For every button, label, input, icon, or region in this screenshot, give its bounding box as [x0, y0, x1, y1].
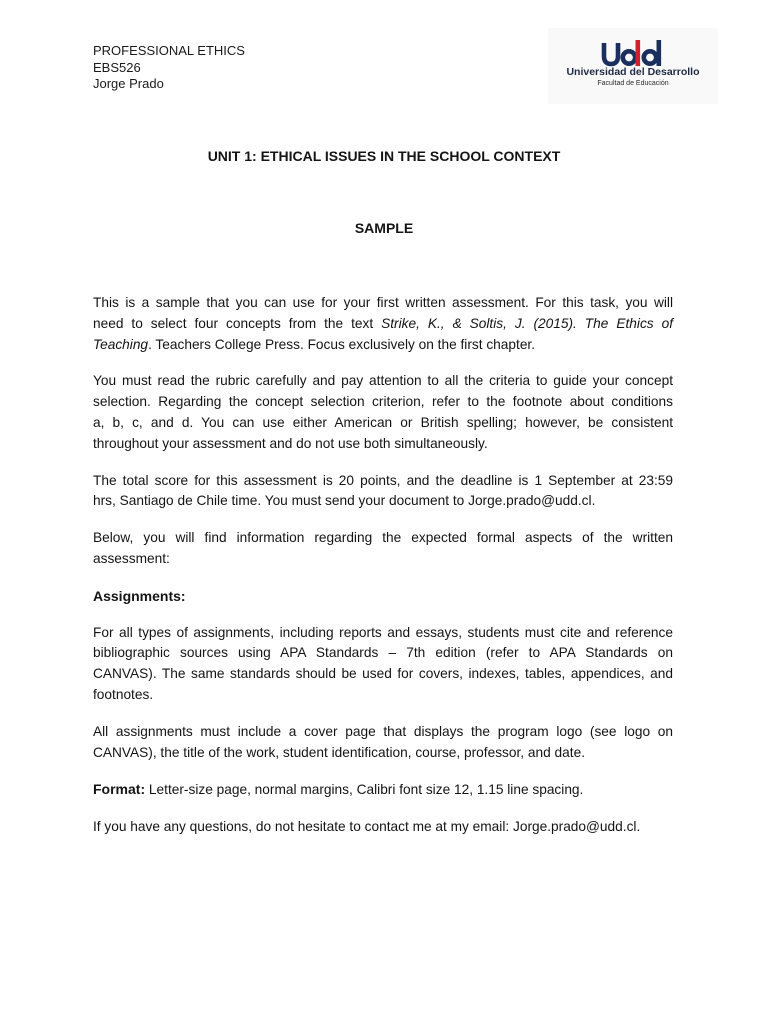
course-name: PROFESSIONAL ETHICS [93, 43, 245, 58]
instructor-name: Jorge Prado [93, 76, 164, 91]
document-title: UNIT 1: ETHICAL ISSUES IN THE SCHOOL CONTEXT [207, 148, 561, 164]
university-logo [548, 28, 718, 104]
text-run: This is a sample that you can use for your first written assessment. For this task, you will [93, 295, 673, 310]
text-run: throughout your assessment and do not use both simultaneously. [93, 435, 488, 451]
text-run: . Teachers College Press. Focus exclusively on the first chapter. [148, 336, 536, 352]
text-run: hrs, Santiago de Chile time. You must send your document to Jorge.prado@udd.cl. [93, 493, 596, 509]
text-line [93, 392, 673, 413]
score-paragraph [93, 471, 673, 513]
text-line [93, 643, 673, 664]
text-run: bibliographic sources using APA Standards – 7th edition (refer to APA Standards on [93, 645, 673, 661]
text-line [93, 817, 673, 838]
contact-paragraph [93, 817, 673, 838]
assignments-heading: Assignments: [93, 587, 186, 604]
text-line [93, 491, 673, 512]
text-run: Letter-size page, normal margins, Calibri font size 12, 1.15 line spacing. [145, 782, 584, 798]
text-run: a, b, c, and d. You can use either American or British spelling; however, be consistent [93, 414, 673, 430]
text-line [93, 549, 673, 570]
rubric-paragraph [93, 371, 673, 454]
text-line [93, 293, 673, 314]
bold-text-run: Format: [93, 781, 146, 798]
text-run: The total score for this assessment is 20 points, and the deadline is 1 September at 23:59 [93, 472, 673, 488]
text-run: CANVAS), the title of the work, student identification, course, professor, and date. [93, 744, 585, 760]
text-line [93, 371, 673, 392]
italic-text-run: Strike, K., & Soltis, J. (2015). The Ethics of [381, 315, 673, 331]
text-run: assessment: [93, 550, 170, 566]
text-line [93, 528, 673, 549]
text-line [93, 664, 673, 685]
text-run: For all types of assignments, including reports and essays, students must cite and reference [93, 624, 673, 640]
text-run: selection. Regarding the concept selection criterion, refer to the footnote about conditions [93, 394, 673, 410]
document-header [93, 43, 245, 93]
text-run: CANVAS). The same standards should be used for covers, indexes, tables, appendices, and [93, 666, 673, 682]
text-line [93, 413, 673, 434]
text-line [93, 314, 673, 335]
citation-paragraph [93, 623, 673, 706]
institution-name: Universidad del Desarrollo [566, 66, 700, 78]
document-subtitle: SAMPLE [354, 220, 414, 236]
text-line [93, 335, 673, 356]
intro-paragraph [93, 293, 673, 355]
text-run: If you have any questions, do not hesitate to contact me at my email: Jorge.prado@udd.cl. [93, 819, 641, 835]
text-run: All assignments must include a cover page that displays the program logo (see logo on [93, 723, 673, 739]
text-run: need to select four concepts from the text [93, 315, 382, 331]
text-line [93, 779, 673, 801]
text-line [93, 743, 673, 764]
text-run: You must read the rubric carefully and pay attention to all the criteria to guide your concept [93, 373, 673, 389]
italic-text-run: Teaching [93, 336, 149, 352]
text-line [93, 623, 673, 644]
text-run: footnotes. [93, 686, 154, 702]
format-paragraph [93, 779, 673, 801]
course-code: EBS526 [93, 59, 141, 75]
udd-logo-mark [600, 40, 664, 68]
text-run: Below, you will find information regarding the expected formal aspects of the written [93, 530, 673, 546]
text-line [93, 722, 673, 743]
cover-page-paragraph [93, 722, 673, 764]
text-line [93, 434, 673, 455]
text-line [93, 471, 673, 492]
faculty-name: Facultad de Educación [597, 80, 669, 87]
text-line [93, 685, 673, 706]
document-body [93, 293, 673, 854]
formal-aspects-paragraph [93, 528, 673, 570]
